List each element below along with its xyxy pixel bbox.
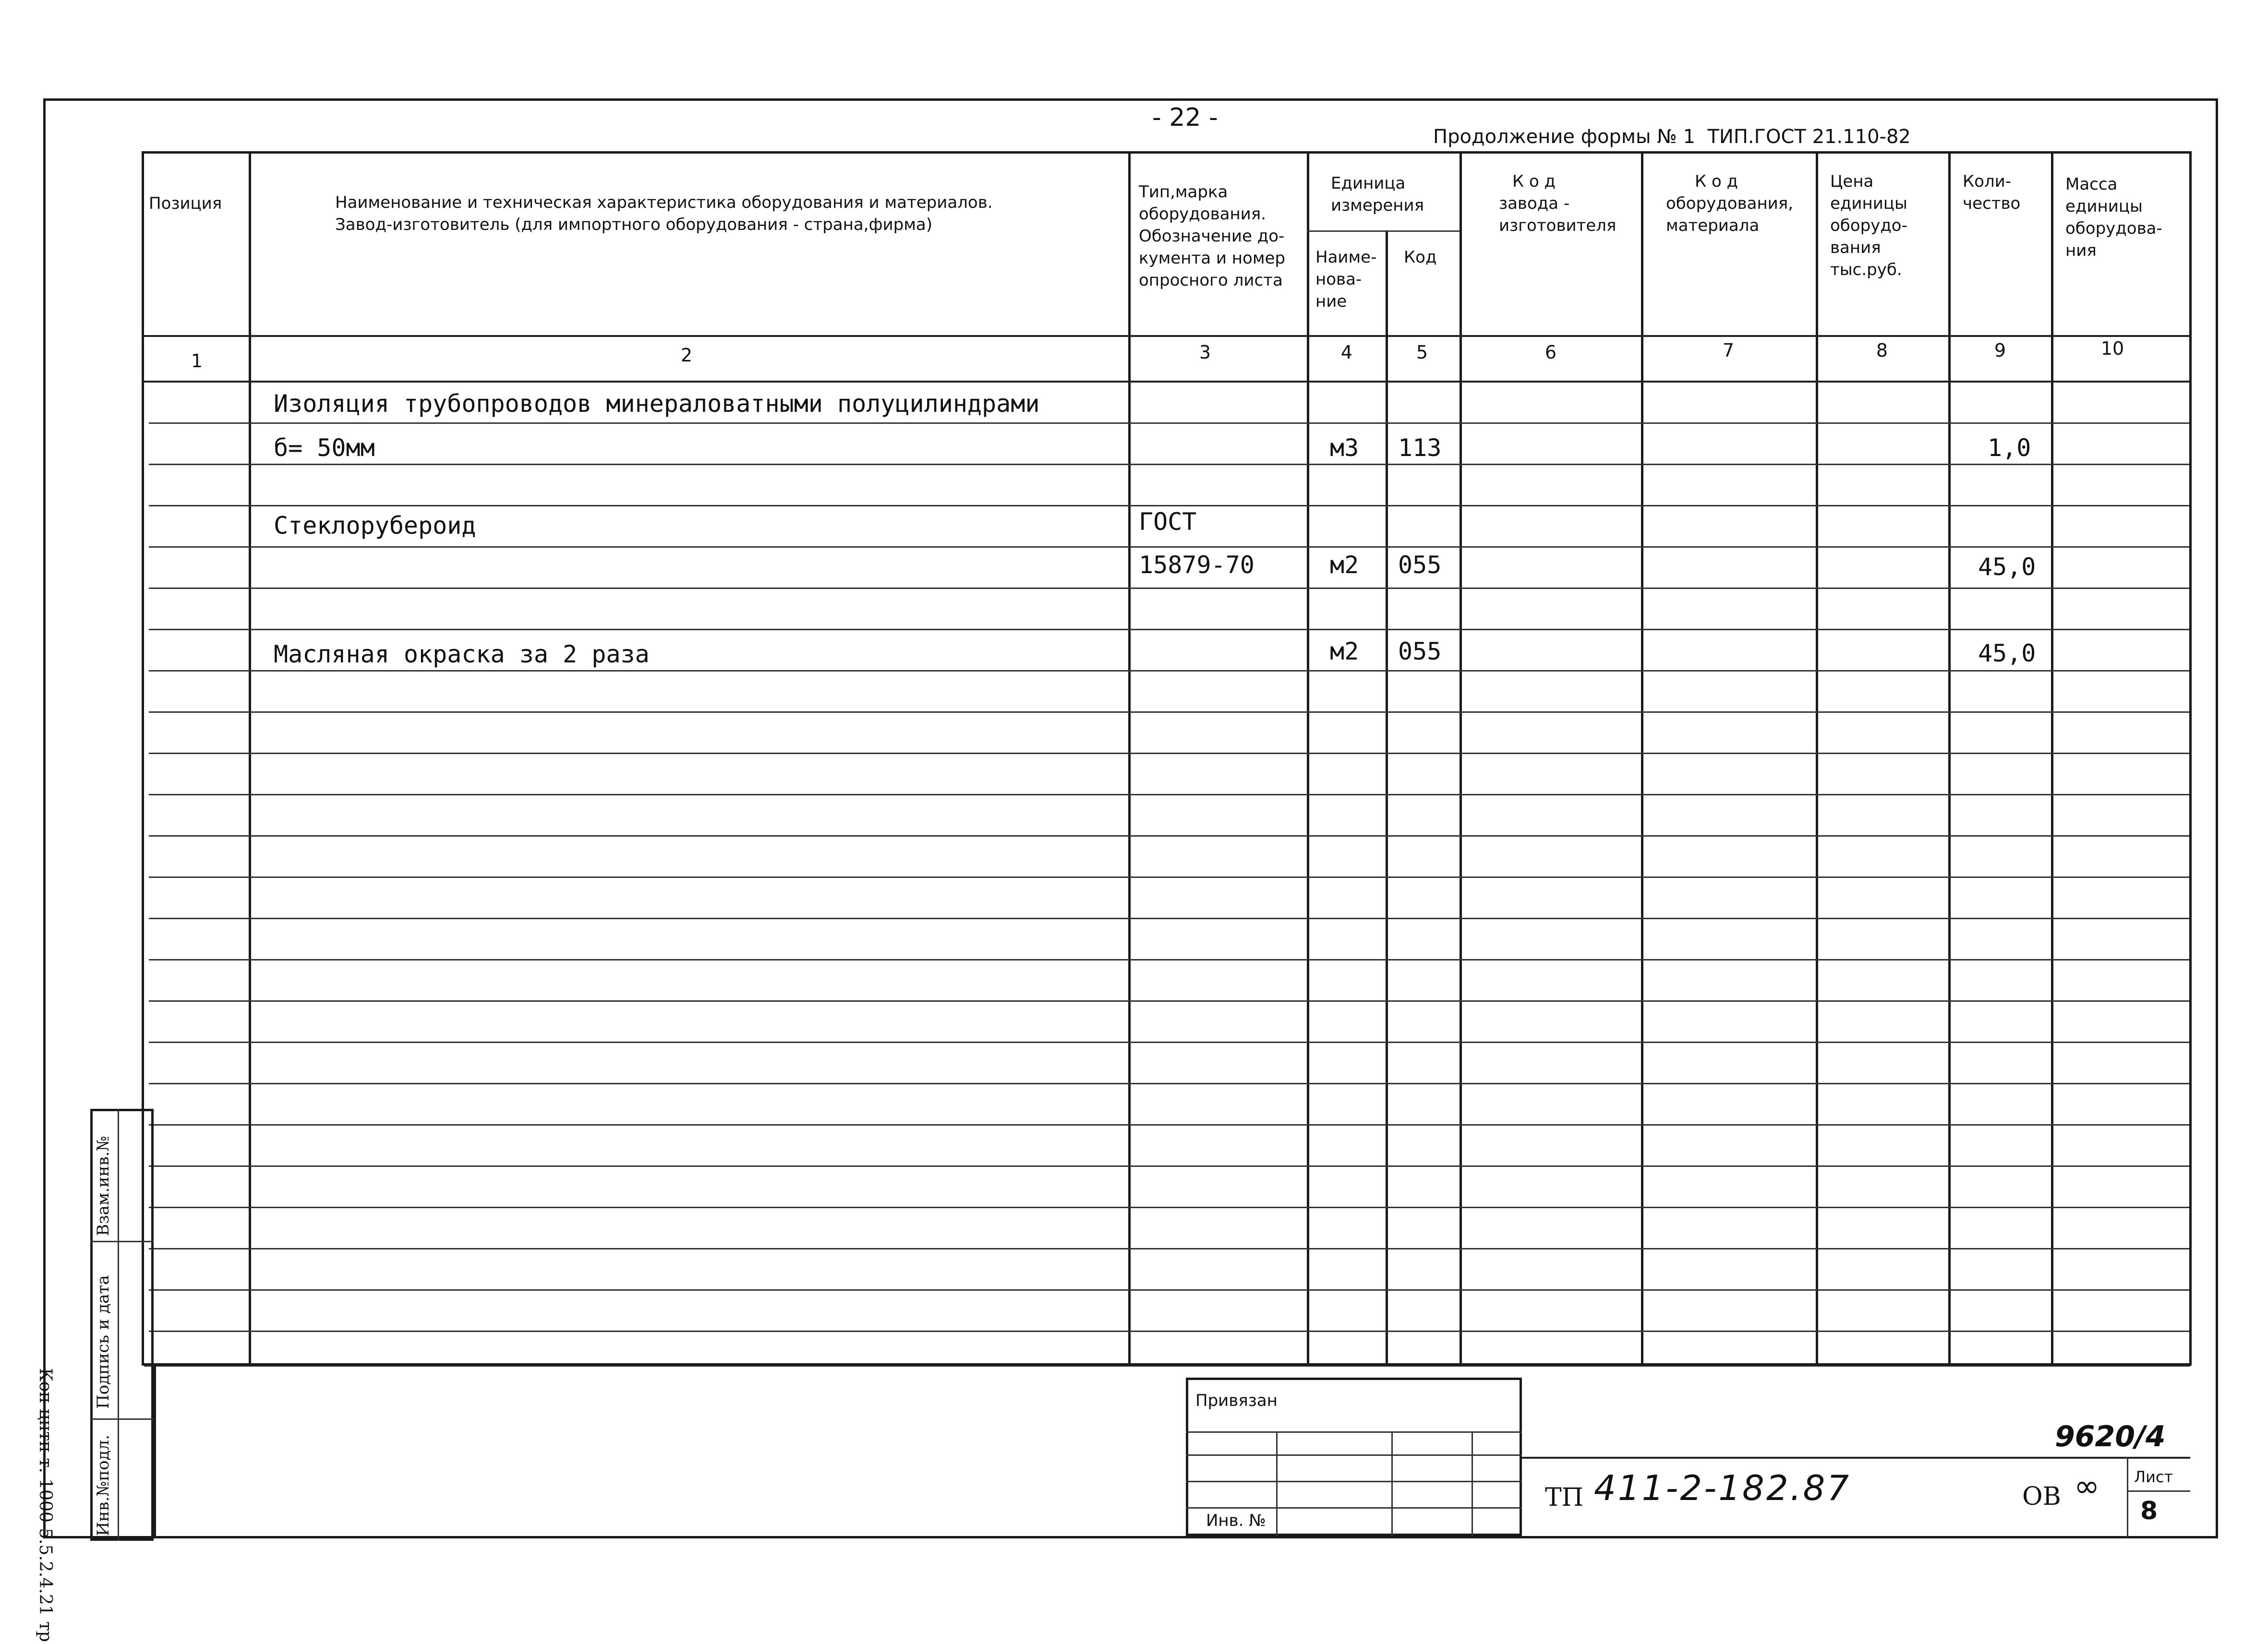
- side-stamp-signature: Подпись и дата: [94, 1275, 113, 1409]
- table-border: [142, 151, 2192, 1366]
- doc-suffix: ОВ: [2022, 1482, 2061, 1511]
- row-code: 055: [1398, 637, 1442, 665]
- column-number-bottom-line: [142, 381, 2192, 383]
- side-stamp-replace: Взам.инв.№: [94, 1136, 113, 1236]
- col-divider-7: [1816, 153, 1818, 1365]
- col-divider-8: [1948, 153, 1951, 1365]
- col-divider-5: [1460, 153, 1462, 1365]
- header-name-line1: Наименование и техническая характеристика оборудования и материалов.: [335, 193, 993, 212]
- archive-number: 9620/4: [2055, 1420, 2166, 1453]
- inv-label: Инв. №: [1206, 1511, 1266, 1530]
- col-divider-1: [249, 153, 251, 1365]
- doc-block-top: [1522, 1457, 2190, 1459]
- row-qty: 45,0: [1978, 553, 2036, 581]
- header-position: Позиция: [149, 194, 222, 213]
- unit-header-divider: [1307, 230, 1460, 232]
- header-unit-code: Код: [1404, 248, 1437, 267]
- row-code: 055: [1398, 551, 1442, 579]
- side-stamp-divider: [118, 1109, 119, 1541]
- row-name: Стеклорубероид: [274, 512, 476, 540]
- row-qty: 1,0: [1988, 434, 2031, 462]
- side-stamp-row-2: [90, 1418, 154, 1420]
- attached-col-2: [1391, 1431, 1393, 1536]
- form-title: Продолжение формы № 1 ТИП.ГОСТ 21.110-82: [1433, 126, 1911, 148]
- sheet-box-left: [2127, 1457, 2128, 1537]
- col-divider-4: [1386, 230, 1388, 1365]
- infinity-icon: ∞: [2074, 1469, 2100, 1504]
- col-divider-2: [1128, 153, 1131, 1365]
- header-name-line2: Завод-изготовитель (для импортного оборудования - страна,фирма): [335, 215, 932, 234]
- row-qty: 45,0: [1978, 639, 2036, 667]
- doc-number: 411-2-182.87: [1594, 1468, 1851, 1508]
- row-unit: м2: [1330, 551, 1359, 579]
- specification-table: [142, 151, 2192, 1366]
- attached-col-1: [1276, 1431, 1278, 1536]
- side-stamp-row-1: [90, 1241, 154, 1242]
- col-divider-3: [1307, 153, 1309, 1365]
- sheet-label: Лист: [2134, 1468, 2173, 1486]
- attached-col-3: [1472, 1431, 1473, 1536]
- row-unit: м2: [1330, 637, 1359, 665]
- side-stamp-inv: Инв.№подл.: [94, 1435, 113, 1536]
- row-unit: м3: [1330, 434, 1359, 462]
- row-name: Масляная окраска за 2 раза: [274, 640, 650, 668]
- sheet-number: 8: [2140, 1497, 2158, 1525]
- row-type: 15879-70: [1139, 551, 1255, 579]
- row-name: Изоляция трубопроводов минераловатными полуцилиндрами: [274, 390, 1040, 418]
- doc-prefix: ТП: [1545, 1483, 1584, 1512]
- row-code: 113: [1398, 434, 1442, 462]
- sheet-box-divider: [2127, 1490, 2190, 1492]
- footer-left-border: [154, 1365, 156, 1537]
- row-type: ГОСТ: [1139, 508, 1197, 536]
- attached-label: Привязан: [1195, 1391, 1278, 1410]
- table-footer-line: [144, 1365, 2190, 1367]
- header-bottom-line: [142, 335, 2192, 337]
- row-name: б= 50мм: [274, 434, 375, 462]
- page-number: - 22 -: [1152, 103, 1218, 132]
- col-divider-6: [1641, 153, 1643, 1365]
- col-divider-9: [2051, 153, 2053, 1365]
- copy-mark: Коп цнтп т. 1000 5.5.2.4.21 тр: [36, 1368, 55, 1642]
